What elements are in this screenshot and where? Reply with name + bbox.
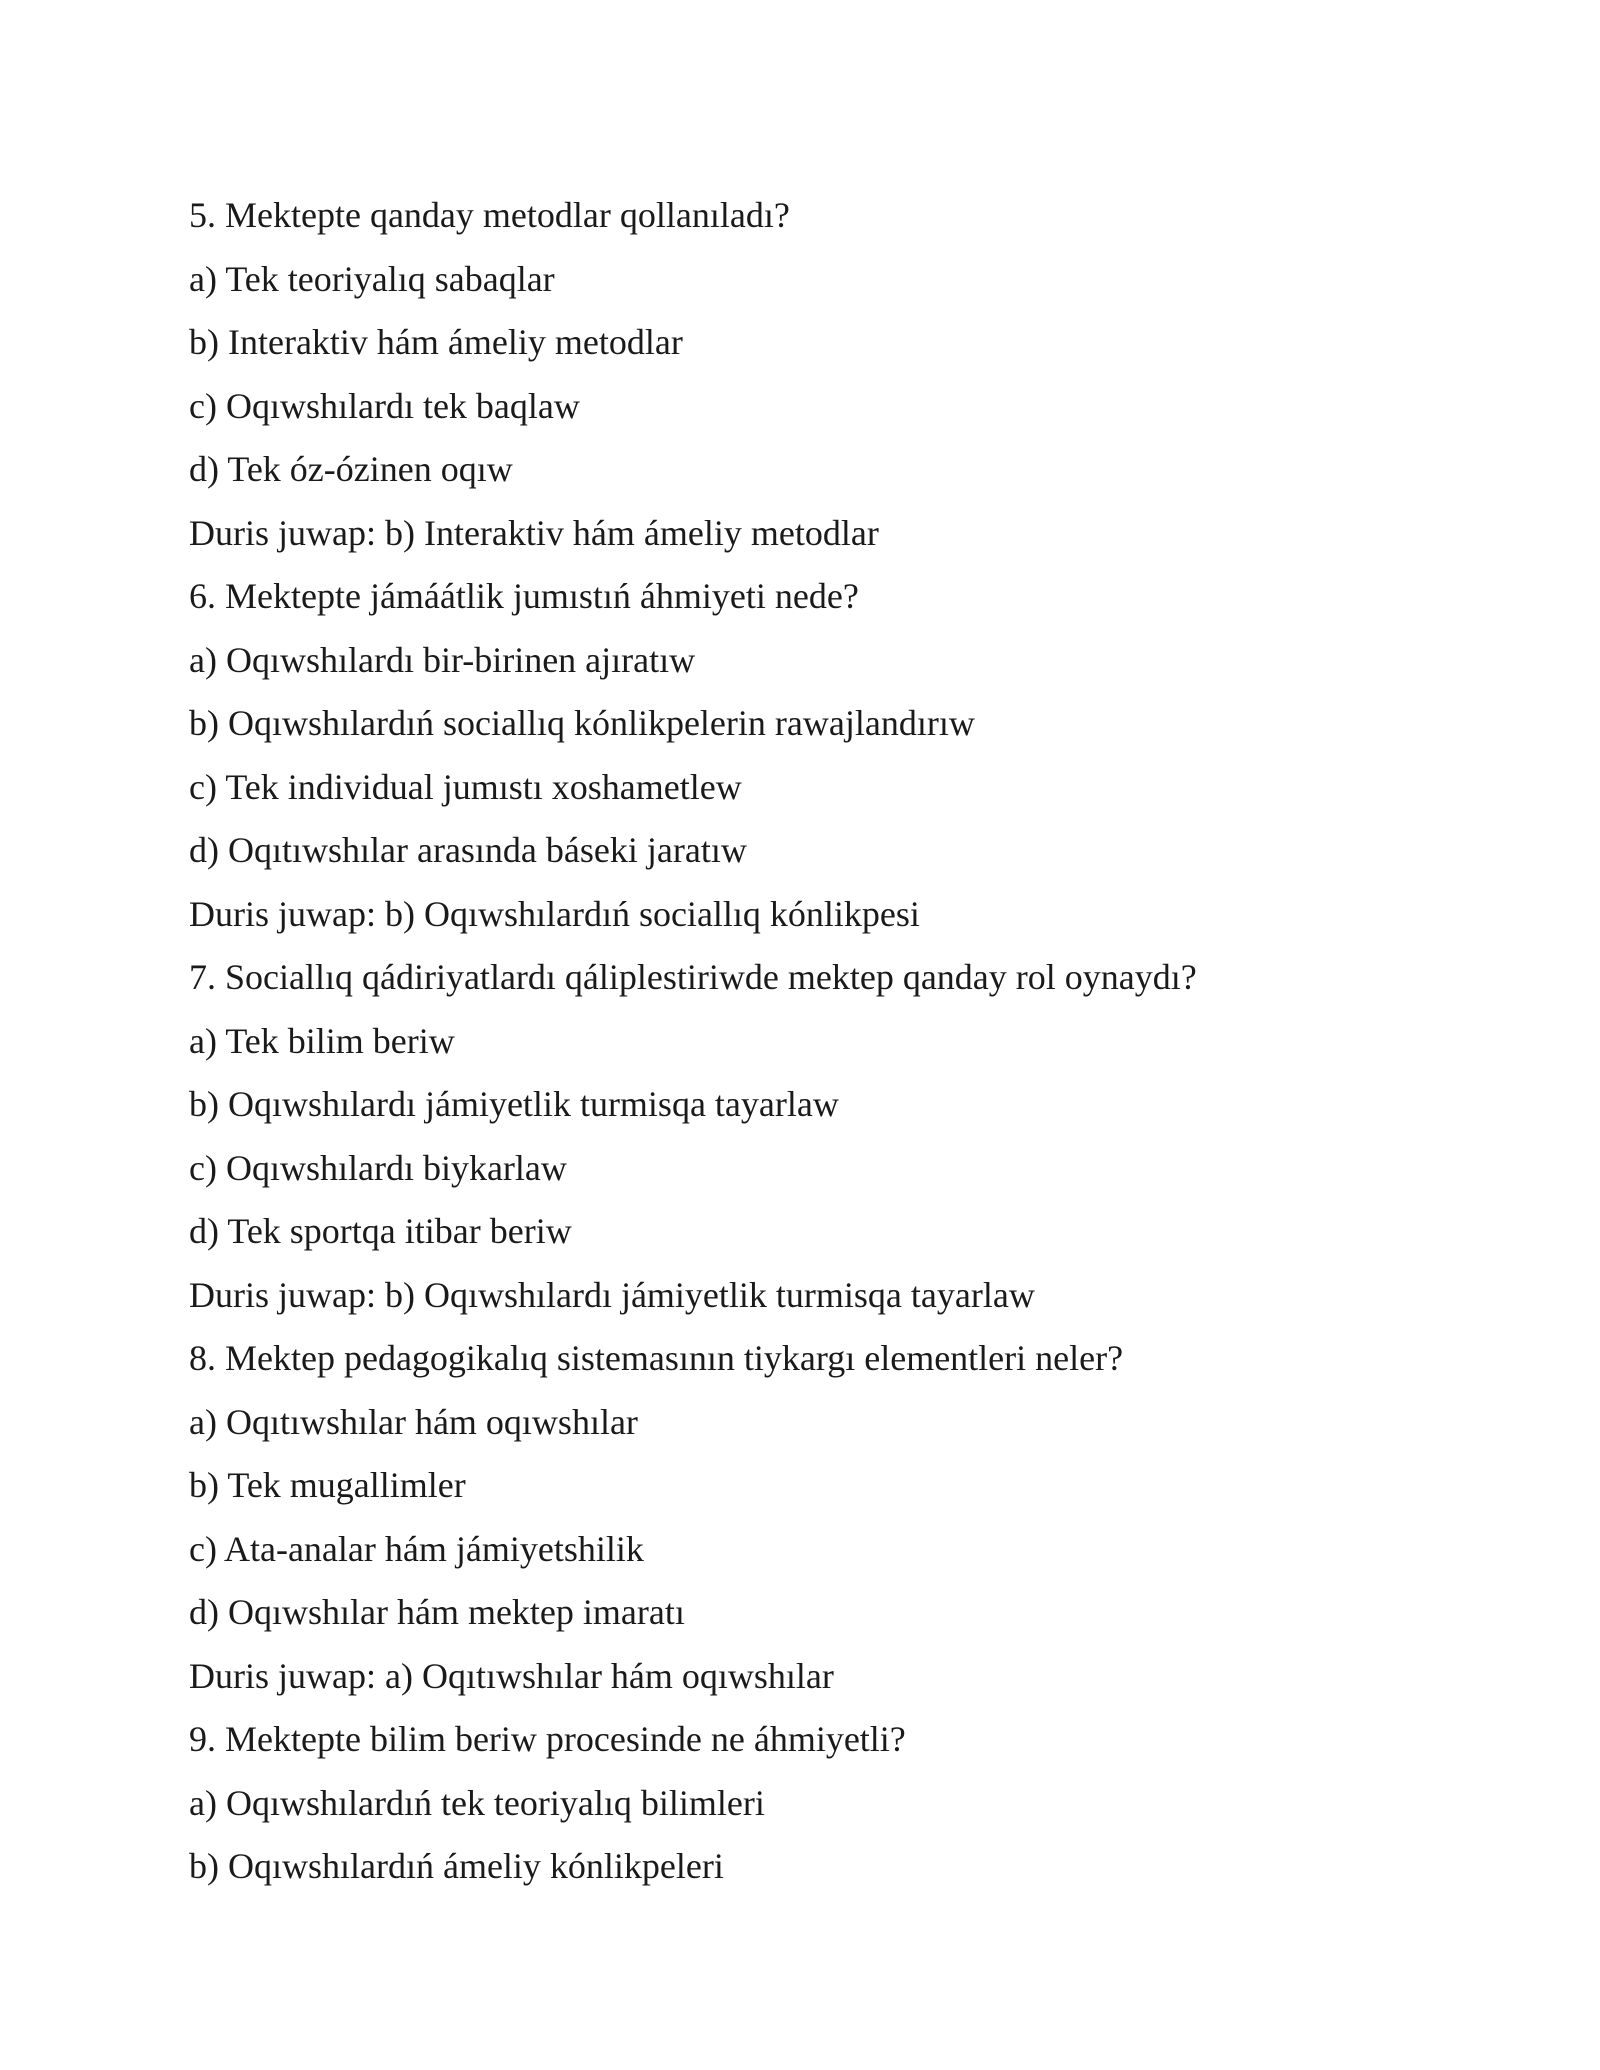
answer-option: c) Ata-analar hám jámiyetshilik xyxy=(189,1528,644,1569)
question-text: 6. Mektepte jámáátlik jumıstıń áhmiyeti nede? xyxy=(189,576,859,616)
answer-option: b) Oqıwshılardıń ámeliy kónlikpeleri xyxy=(189,1846,724,1886)
question-text: 7. Sociallıq qádiriyatlardı qáliplestiriwde mektep qanday rol oynaydı? xyxy=(189,957,1197,997)
answer-option: a) Oqıwshılardı bir-birinen ajıratıw xyxy=(189,639,696,680)
correct-answer: Duris juwap: a) Oqıtıwshılar hám oqıwshılar xyxy=(189,1655,834,1696)
answer-option: b) Tek mugallimler xyxy=(189,1465,466,1505)
answer-option: c) Oqıwshılardı tek baqlaw xyxy=(189,385,580,426)
question-text: 8. Mektep pedagogikalıq sistemasının tiykargı elementleri neler? xyxy=(189,1338,1124,1378)
answer-option: c) Oqıwshılardı biykarlaw xyxy=(189,1147,567,1188)
answer-option: a) Oqıwshılardıń tek teoriyalıq bilimleri xyxy=(189,1782,765,1823)
question-text: 9. Mektepte bilim beriw procesinde ne áhmiyetli? xyxy=(189,1719,906,1759)
answer-option: d) Tek óz-ózinen oqıw xyxy=(189,449,513,489)
answer-option: b) Oqıwshılardıń sociallıq kónlikpelerin rawajlandırıw xyxy=(189,703,975,743)
answer-option: b) Interaktiv hám ámeliy metodlar xyxy=(189,322,683,362)
answer-option: b) Oqıwshılardı jámiyetlik turmisqa tayarlaw xyxy=(189,1084,839,1124)
answer-option: c) Tek individual jumıstı xoshametlew xyxy=(189,766,742,807)
answer-option: a) Oqıtıwshılar hám oqıwshılar xyxy=(189,1401,638,1442)
correct-answer: Duris juwap: b) Oqıwshılardı jámiyetlik turmisqa tayarlaw xyxy=(189,1274,1035,1315)
answer-option: a) Tek bilim beriw xyxy=(189,1020,455,1061)
answer-option: d) Oqıwshılar hám mektep imaratı xyxy=(189,1592,685,1632)
answer-option: d) Tek sportqa itibar beriw xyxy=(189,1211,572,1251)
answer-option: d) Oqıtıwshılar arasında báseki jaratıw xyxy=(189,830,747,870)
document-body xyxy=(189,184,1439,1899)
question-text: 5. Mektepte qanday metodlar qollanıladı? xyxy=(189,195,790,235)
correct-answer: Duris juwap: b) Interaktiv hám ámeliy metodlar xyxy=(189,512,879,553)
correct-answer: Duris juwap: b) Oqıwshılardıń sociallıq kónlikpesi xyxy=(189,893,920,934)
answer-option: a) Tek teoriyalıq sabaqlar xyxy=(189,258,555,299)
